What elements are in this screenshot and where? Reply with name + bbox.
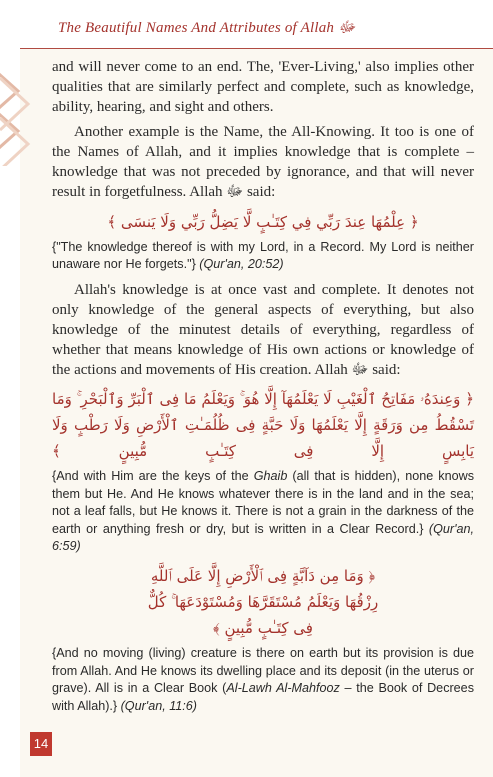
translation-2-part-a: {And with Him are the keys of the: [52, 469, 254, 484]
paragraph-3: Allah's knowledge is at once vast and complete. It denotes not only knowledge of the general aspects of everything, but also knowledge of the minutest details of everything, regardless of whether that means knowledge of His own actions or knowledge of the actions and movements of His creation. Allah ﷻ said:: [52, 282, 474, 378]
translation-2-ghaib: Ghaib: [253, 469, 288, 484]
translation-2-part-b: (all that is hidden), none knows them but He. And He knows whatever there is in the land and in the sea; not a leaf falls, but He knows it. There is not a grain in the darkness of the earth or anything fresh or dry, but is written in a Clear Record.}: [52, 469, 474, 536]
arabic-verse-3: ﴿ وَمَا مِن دَآبَّةٍ فِى ٱلْأَرْضِ إِلَّا عَلَى ٱللَّهِ رِزْقُهَا وَيَعْلَمُ مُسْتَقَرَّهَا وَمُسْتَوْدَعَهَا ۚ كُلٌّ فِى كِتَـٰبٍ مُّبِينٍ ﴾: [147, 567, 379, 638]
main-content: [52, 58, 474, 723]
translation-1: [52, 239, 474, 274]
translation-3: [52, 645, 474, 715]
translation-1-text: {"The knowledge thereof is with my Lord, in a Record. My Lord is neither unaware nor He forgets."}: [52, 239, 474, 271]
translation-3-lawh: Al-Lawh Al-Mahfooz: [226, 681, 340, 696]
running-head: The Beautiful Names And Attributes of Allah ﷻ: [58, 20, 355, 36]
translation-2: [52, 468, 474, 555]
arabic-verse-1: ﴿ عِلْمُهَا عِندَ رَبِّي فِي كِتَـٰبٍ لَّا يَضِلُّ رَبِّي وَلَا يَنسَى ﴾: [107, 212, 419, 231]
translation-3-reference: (Qur'an, 11:6): [120, 698, 197, 713]
decorative-ornament: [0, 56, 40, 166]
translation-2-reference: (Qur'an, 6:59): [52, 521, 474, 553]
paragraph-1: and will never come to an end. The, 'Ever-Living,' also implies other qualities that are similarly perfect and complete, such as knowledge, ability, hearing, and sight and others.: [52, 59, 474, 115]
page-number: 14: [30, 732, 52, 756]
translation-3-part-b: – the Book of Decrees with Allah).}: [52, 681, 474, 713]
arabic-verse-2: ﴿ وَعِندَهُۥ مَفَاتِحُ ٱلْغَيْبِ لَا يَعْلَمُهَآ إِلَّا هُوَ ۚ وَيَعْلَمُ مَا فِى ٱلْبَرِّ وَٱلْبَحْرِ ۚ وَمَا تَسْقُطُ مِن وَرَقَةٍ إِلَّا يَعْلَمُهَا وَلَا حَبَّةٍ فِى ظُلُمَـٰتِ ٱلْأَرْضِ وَلَا رَطْبٍ وَلَا يَابِسٍ إِلَّا فِى كِتَـٰبٍ مُّبِينٍ ﴾: [52, 390, 474, 461]
paragraph-2: Another example is the Name, the All-Knowing. It too is one of the Names of Allah, and it implies knowledge that is complete – knowledge that was not preceded by ignorance, and that will never result in forgetfulness. Allah ﷻ said:: [52, 124, 474, 200]
translation-1-reference: (Qur'an, 20:52): [199, 256, 284, 271]
translation-3-part-a: {And no moving (living) creature is there on earth but its provision is due from Allah. And He knows its dwelling place and its deposit (in the uterus or grave). All is in a Clear Book (: [52, 646, 474, 696]
header-rule: [20, 48, 493, 49]
